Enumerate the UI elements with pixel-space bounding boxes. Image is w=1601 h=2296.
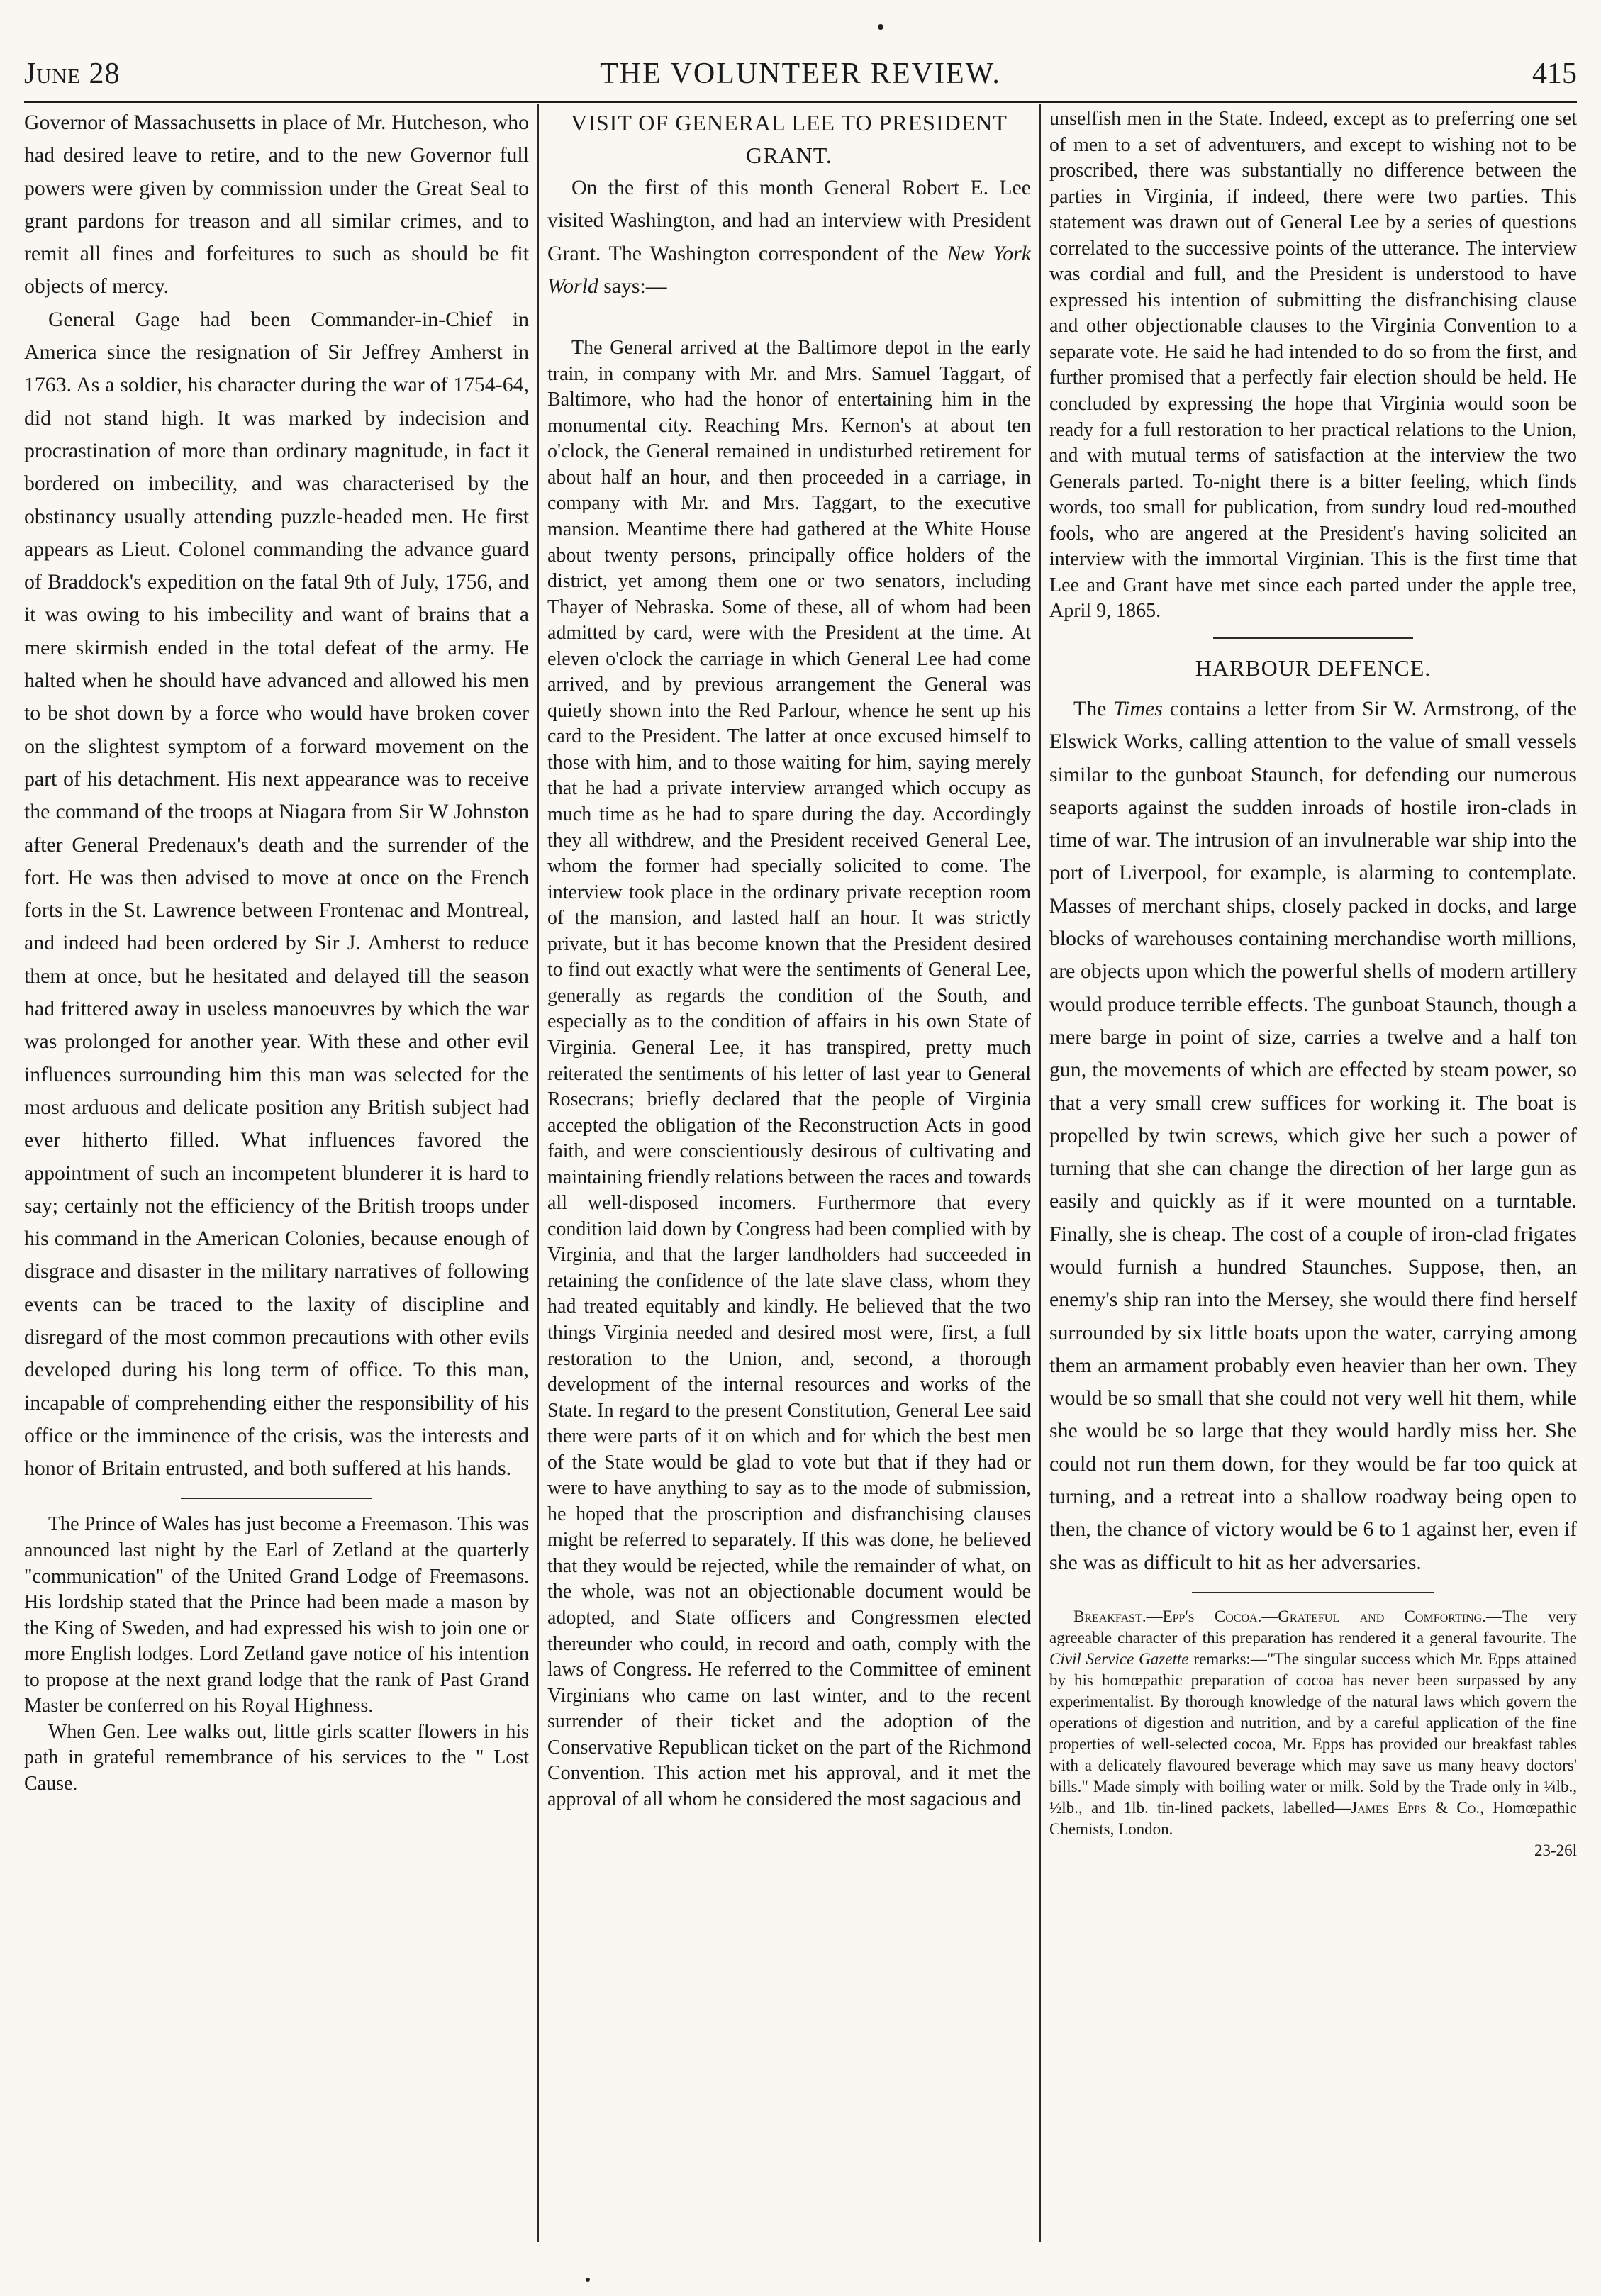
harbour-lead-rest: contains a letter from Sir W. Armstrong, of the Elswick Works, calling attention to the value of small vessels similar to the gunboat Staunch, for defending our numerous seaports against the sudden inroads of hostile iron-clads in time of war. The intrusion of an invulnerable war ship into the port of Liverpool, for example, is alarming to contemplate. Masses of merchant ships, closely packed in docks, and large blocks of warehouses containing merchandise worth millions, are objects upon which the powerful shells of modern artillery would produce terrible effects. The gunboat Staunch, though a mere barge in point of size, carries a twelve and a half ton gun, the movements of which are effected by steam power, so that a very small crew suffices for working it. The boat is propelled by twin screws, which give her such a power of turning that she can change the direction of her large gun as easily and quickly as if it were mounted on a turntable. Finally, she is cheap. The cost of a couple of iron-clad frigates would furnish a hundred Staunches. Suppose, then, an enemy's ship ran into the Mersey, she would there find herself surrounded by six little boats upon the water, carrying among them an armament probably even heavier than her own. They would be so small that she could not very well hit them, while she would be so large that they would hardly miss her. She could not run them down, for they would be far too quick at turning, and a retreat into a shallow roadway being open to then, the chance of victory would be 6 to 1 against her, even if she was as difficult to hit as her adversaries. [1049, 696, 1577, 1574]
ink-dot-top [878, 24, 883, 30]
page-number: 415 [1532, 57, 1577, 90]
lee-visit-title: VISIT OF GENERAL LEE TO PRESIDENT GRANT. [571, 110, 1008, 168]
section-divider [1192, 1592, 1434, 1593]
harbour-defence-intro [1049, 693, 1577, 1579]
harbour-defence-title: HARBOUR DEFENCE. [1195, 654, 1432, 681]
advert-tail: , Homœpathic Chemists, London. [1049, 1798, 1577, 1838]
gage-paragraph: General Gage had been Commander-in-Chief in America since the resignation of Sir Jeffrey Amherst in 1763. As a soldier, his character during the war of 1754-64, did not stand high. It was marked by indecision and procrastination of more than ordinary magnitude, in fact it bordered on imbecility, and was characterised by the obstinancy usually attending puzzle-headed men. He first appears as Lieut. Colonel commanding the advance guard of Braddock's expedition on the fatal 9th of July, 1756, and it was owing to his imbecility and want of brains that a mere skirmish ended in the total defeat of the army. He halted when he should have advanced and allowed his men to be shot down by a force who would have broken cover on the slightest symptom of a forward movement on the part of his detachment. His next appearance was to receive the command of the troops at Niagara from Sir W Johnston after General Predenaux's death and the surrender of the fort. He was then advised to move at once on the French forts in the St. Lawrence between Frontenac and Montreal, and indeed had been ordered by Sir J. Amherst to reduce them at once, but he hesitated and delayed till the season had frittered away in useless manoeuvres by which the war was prolonged for another year. With these and other evil influences surrounding him this man was selected for the most arduous and delicate position any British subject had ever hitherto filled. What influences favored the appointment of such an incompetent blunderer it is hard to say; certainly not the efficiency of the British troops under his command in the American Colonies, because enough of disgrace and disaster in the military narratives of following events can be traced to the laxity of discipline and disregard of the most common precautions with other evils developed during his long term of office. To this man, incapable of comprehending either the responsibility of his office or the imminence of the crisis, was the interests and honor of Britain entrusted, and both suffered at his hands. [24, 307, 529, 1481]
header-date: June 28 [24, 57, 121, 90]
column-rule-1 [537, 104, 539, 2242]
advert-code: 23-26l [1534, 1841, 1577, 1859]
advert-quote: remarks:—"The singular success which Mr. Epps attained by his homœpathic preparation of cocoa has never been surpassed by any experimentalist. By thorough knowledge of the natural laws which govern the operations of digestion and nutrition, and by a careful application of the fine properties of well-selected cocoa, Mr. Epps has provided our breakfast tables with a delicately flavoured beverage which may save us many heavy doctors' bills." Made simply with boiling water or milk. Sold by the Trade only in ¼lb., ½lb., and 1lb. tin-lined packets, labelled— [1049, 1649, 1577, 1817]
advert-company: James Epps & Co. [1351, 1798, 1480, 1817]
column-rule-2 [1039, 104, 1041, 2242]
lee-walks-paragraph: When Gen. Lee walks out, little girls scatter flowers in his path in grateful remembrance of his services to the " Lost Cause. [24, 1720, 529, 1795]
column-1 [24, 106, 529, 2242]
advert-text: —The very agreeable character of this preparation has rendered it a general favourite. The [1049, 1607, 1577, 1646]
lee-visit-continuation: unselfish men in the State. Indeed, except as to preferring one set of men to a set of adventurers, and except to wishing not to be proscribed, there was substantially no difference between the parties in Virginia, if indeed, there were two parties. This statement was drawn out of General Lee by a series of questions correlated to the successive points of the utterance. The interview was cordial and full, and the President is understood to have expressed his intention of submitting the disfranchising clause and other objectionable clauses to the Virginia Convention to a separate vote. He said he had intended to do so from the first, and further promised that a perfectly fair election should be held. He concluded by expressing the hope that Virginia would soon be ready for a full restoration to her practical relations to the Union, and with mutual terms of satisfaction at the interview the two Generals parted. To-night there is a bitter feeling, which finds words, too small for publication, from sundry loud red-mouthed fools, who are angered at the President's having solicited an interview with the immortal Virginian. This is the first time that Lee and Grant have met since each parted under the apple tree, April 9, 1865. [1049, 108, 1577, 623]
prince-of-wales-paragraph: The Prince of Wales has just become a Freemason. This was announced last night by the Earl of Zetland at the quarterly "communication" of the United Grand Lodge of Freemasons. His lordship stated that the Prince had been made a mason by the King of Sweden, and had expressed his wish to join one or more English lodges. Lord Zetland gave notice of his intention to propose at the next grand lodge that the rank of Past Grand Master be conferred on his Royal Highness. [24, 1513, 529, 1717]
section-divider [181, 1498, 373, 1499]
governor-paragraph: Governor of Massachusetts in place of Mr. Hutcheson, who had desired leave to retire, and to the new Governor full powers were given by commission under the Great Seal to grant pardons for treason and all similar crimes, and to remit all fines and forfeitures to such as should be fit objects of mercy. [24, 111, 529, 299]
lee-visit-body: The General arrived at the Baltimore depot in the early train, in company with Mr. and Mrs. Samuel Taggart, of Baltimore, who had the honor of entertaining him in the monumental city. Reaching Mrs. Kernon's at about ten o'clock, the General remained in undisturbed retirement for about half an hour, and then proceeded in a carriage, in company with Mr. and Mrs. Taggart, to the executive mansion. Meantime there had gathered at the White House about twenty persons, principally office holders of the district, yet among them one or two senators, including Thayer of Nebraska. Some of these, all of whom had been admitted by card, were with the President at the time. At eleven o'clock the carriage in which General Lee had come arrived, and by previous arrangement the General was quietly shown into the Red Parlour, whence he sent up his card to the President. The latter at once excused himself to those with him, and to those waiting for him, saying merely that he had a private interview arranged which occupy as much time as he had to spare during the day. Accordingly they all withdrew, and the President received General Lee, whom the former had specially solicited to come. The interview took place in the ordinary private reception room of the mansion, and lasted half an hour. It was strictly private, but it has become known that the President desired to find out exactly what were the sentiments of General Lee, generally as regards the condition of the South, and especially as to the condition of affairs in his own State of Virginia. General Lee, it has transpired, pretty much reiterated the sentiments of his letter of last year to General Rosecrans; briefly declared that the people of Virginia accepted the obligation of the Reconstruction Acts in good faith, and were conscientiously desirous of cultivating and maintaining friendly relations between the races and towards all well-disposed incomers. Furthermore that every condition laid down by Congress had been complied with by Virginia, and that the larger landholders had succeeded in retaining the confidence of the late slave class, whom they had treated equitably and kindly. He believed that the two things Virginia needed and desired most were, first, a full restoration to the Union, and, second, a thorough development of the internal resources and works of the State. In regard to the present Constitution, General Lee said there were parts of it on which and for which the best men of the State would be glad to vote but that if they had or were to have anything to say as to the mode of submission, he hoped that the proscription and disfranchising clauses might be referred to separately. If this was done, he believed that they would be rejected, while the remainder of what, on the whole, was not an objectionable document would be adopted, and State officers and Congressmen elected thereunder who could, in record and oath, comply with the laws of Congress. He referred to the Committee of eminent Virginians who came on last winter, and to the recent surrender of their ticket and the adoption of the Conservative Republican ticket on the part of the Richmond Convention. This action met his approval, and it met the approval of all whom he considered the most sagacious and [547, 337, 1031, 1810]
harbour-lead: The [1073, 696, 1114, 720]
times-name: Times [1113, 696, 1163, 720]
gazette-name: Civil Service Gazette [1049, 1649, 1189, 1668]
intro-says: says:— [598, 274, 667, 298]
newspaper-name: New York World [547, 241, 1031, 298]
intro-text: On the first of this month General Robert E. Lee visited Washington, and had an interview with President Grant. The Washington correspondent of the [547, 176, 1031, 265]
header-rule [24, 101, 1577, 103]
ink-dot-bottom [586, 2278, 590, 2282]
lee-visit-intro [547, 172, 1031, 303]
advert-heading: Breakfast.—Epp's Cocoa.—Grateful and Comforting. [1073, 1607, 1486, 1625]
section-divider [1213, 637, 1414, 639]
column-3 [1049, 106, 1577, 2242]
masthead-title: THE VOLUNTEER REVIEW. [600, 57, 1001, 90]
epps-cocoa-advert [1049, 1606, 1577, 1840]
page-header [24, 55, 1577, 98]
column-2 [547, 106, 1031, 2242]
